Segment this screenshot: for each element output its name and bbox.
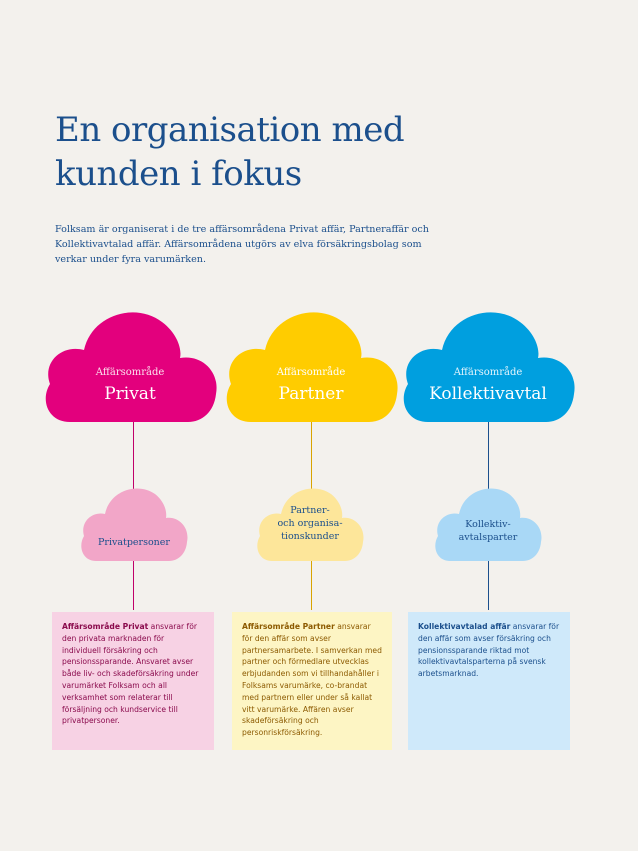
title-line-1: En organisation med <box>55 110 405 150</box>
subcloud-partner <box>254 478 366 563</box>
page-title <box>55 108 404 196</box>
kollektiv-box-lead: Kollektivavtalad affär <box>418 622 511 631</box>
subcloud-kollektiv <box>432 478 544 563</box>
cloud-privat-shape <box>40 300 220 425</box>
partner-sub <box>254 504 366 543</box>
partner-name: Partner <box>278 384 344 404</box>
privat-kicker: Affärsområde <box>95 367 165 378</box>
subcloud-privat <box>78 478 190 563</box>
partner-sub-line-3: tionskunder <box>281 531 339 542</box>
kollektiv-name: Kollektivavtal <box>429 384 547 404</box>
kollektiv-sub-line-1: Kollektiv- <box>465 519 511 530</box>
partner-box-lead: Affärsområde Partner <box>242 622 335 631</box>
cloud-kollektiv <box>398 300 578 425</box>
title-line-2: kunden i fokus <box>55 154 302 194</box>
cloud-kollektiv-shape <box>398 300 578 425</box>
cloud-partner-shape <box>221 300 401 425</box>
info-box-partner <box>232 612 392 750</box>
kollektiv-kicker: Affärsområde <box>453 367 523 378</box>
privat-box-text: ansvarar för den privata marknaden för individuell försäkring och pensionssparande. Ansvaret avser både liv- och skadeförsäkring under varumärket Folksam och all verksamhet som relaterar till försäljning och kundservice till privatpersoner. <box>62 622 199 726</box>
cloud-partner <box>221 300 401 425</box>
info-box-kollektiv <box>408 612 570 750</box>
kollektiv-sub <box>432 518 544 544</box>
partner-sub-line-2: och organisa- <box>277 518 343 529</box>
kollektiv-sub-line-2: avtalsparter <box>458 532 518 543</box>
privat-name: Privat <box>104 384 156 404</box>
intro-paragraph: Folksam är organiserat i de tre affärsområdena Privat affär, Partneraffär och Kollektivavtalad affär. Affärsområdena utgörs av elva försäkringsbolag som verkar under fyra varumärken. <box>55 224 429 265</box>
partner-box-text: ansvarar för den affär som avser partnersamarbete. I samverkan med partner och förmedlare utvecklas erbjudanden som vi tillhandahåller i Folksams varumärke, co-brandat med partnern eller under så kallat vitt varumärke. Affären avser skadeförsäkring och personriskförsäkring. <box>242 622 382 738</box>
kollektiv-box-text: ansvarar för den affär som avser försäkring och pensionssparande riktad mot kollektivavtalsparterna på svensk arbetsmarknad. <box>418 622 560 679</box>
privat-box-lead: Affärsområde Privat <box>62 622 149 631</box>
privat-sub: Privatpersoner <box>98 537 170 548</box>
cloud-privat <box>40 300 220 425</box>
info-box-privat <box>52 612 214 750</box>
partner-kicker: Affärsområde <box>276 367 346 378</box>
partner-sub-line-1: Partner- <box>290 505 330 516</box>
subcloud-privat-shape <box>78 478 190 563</box>
